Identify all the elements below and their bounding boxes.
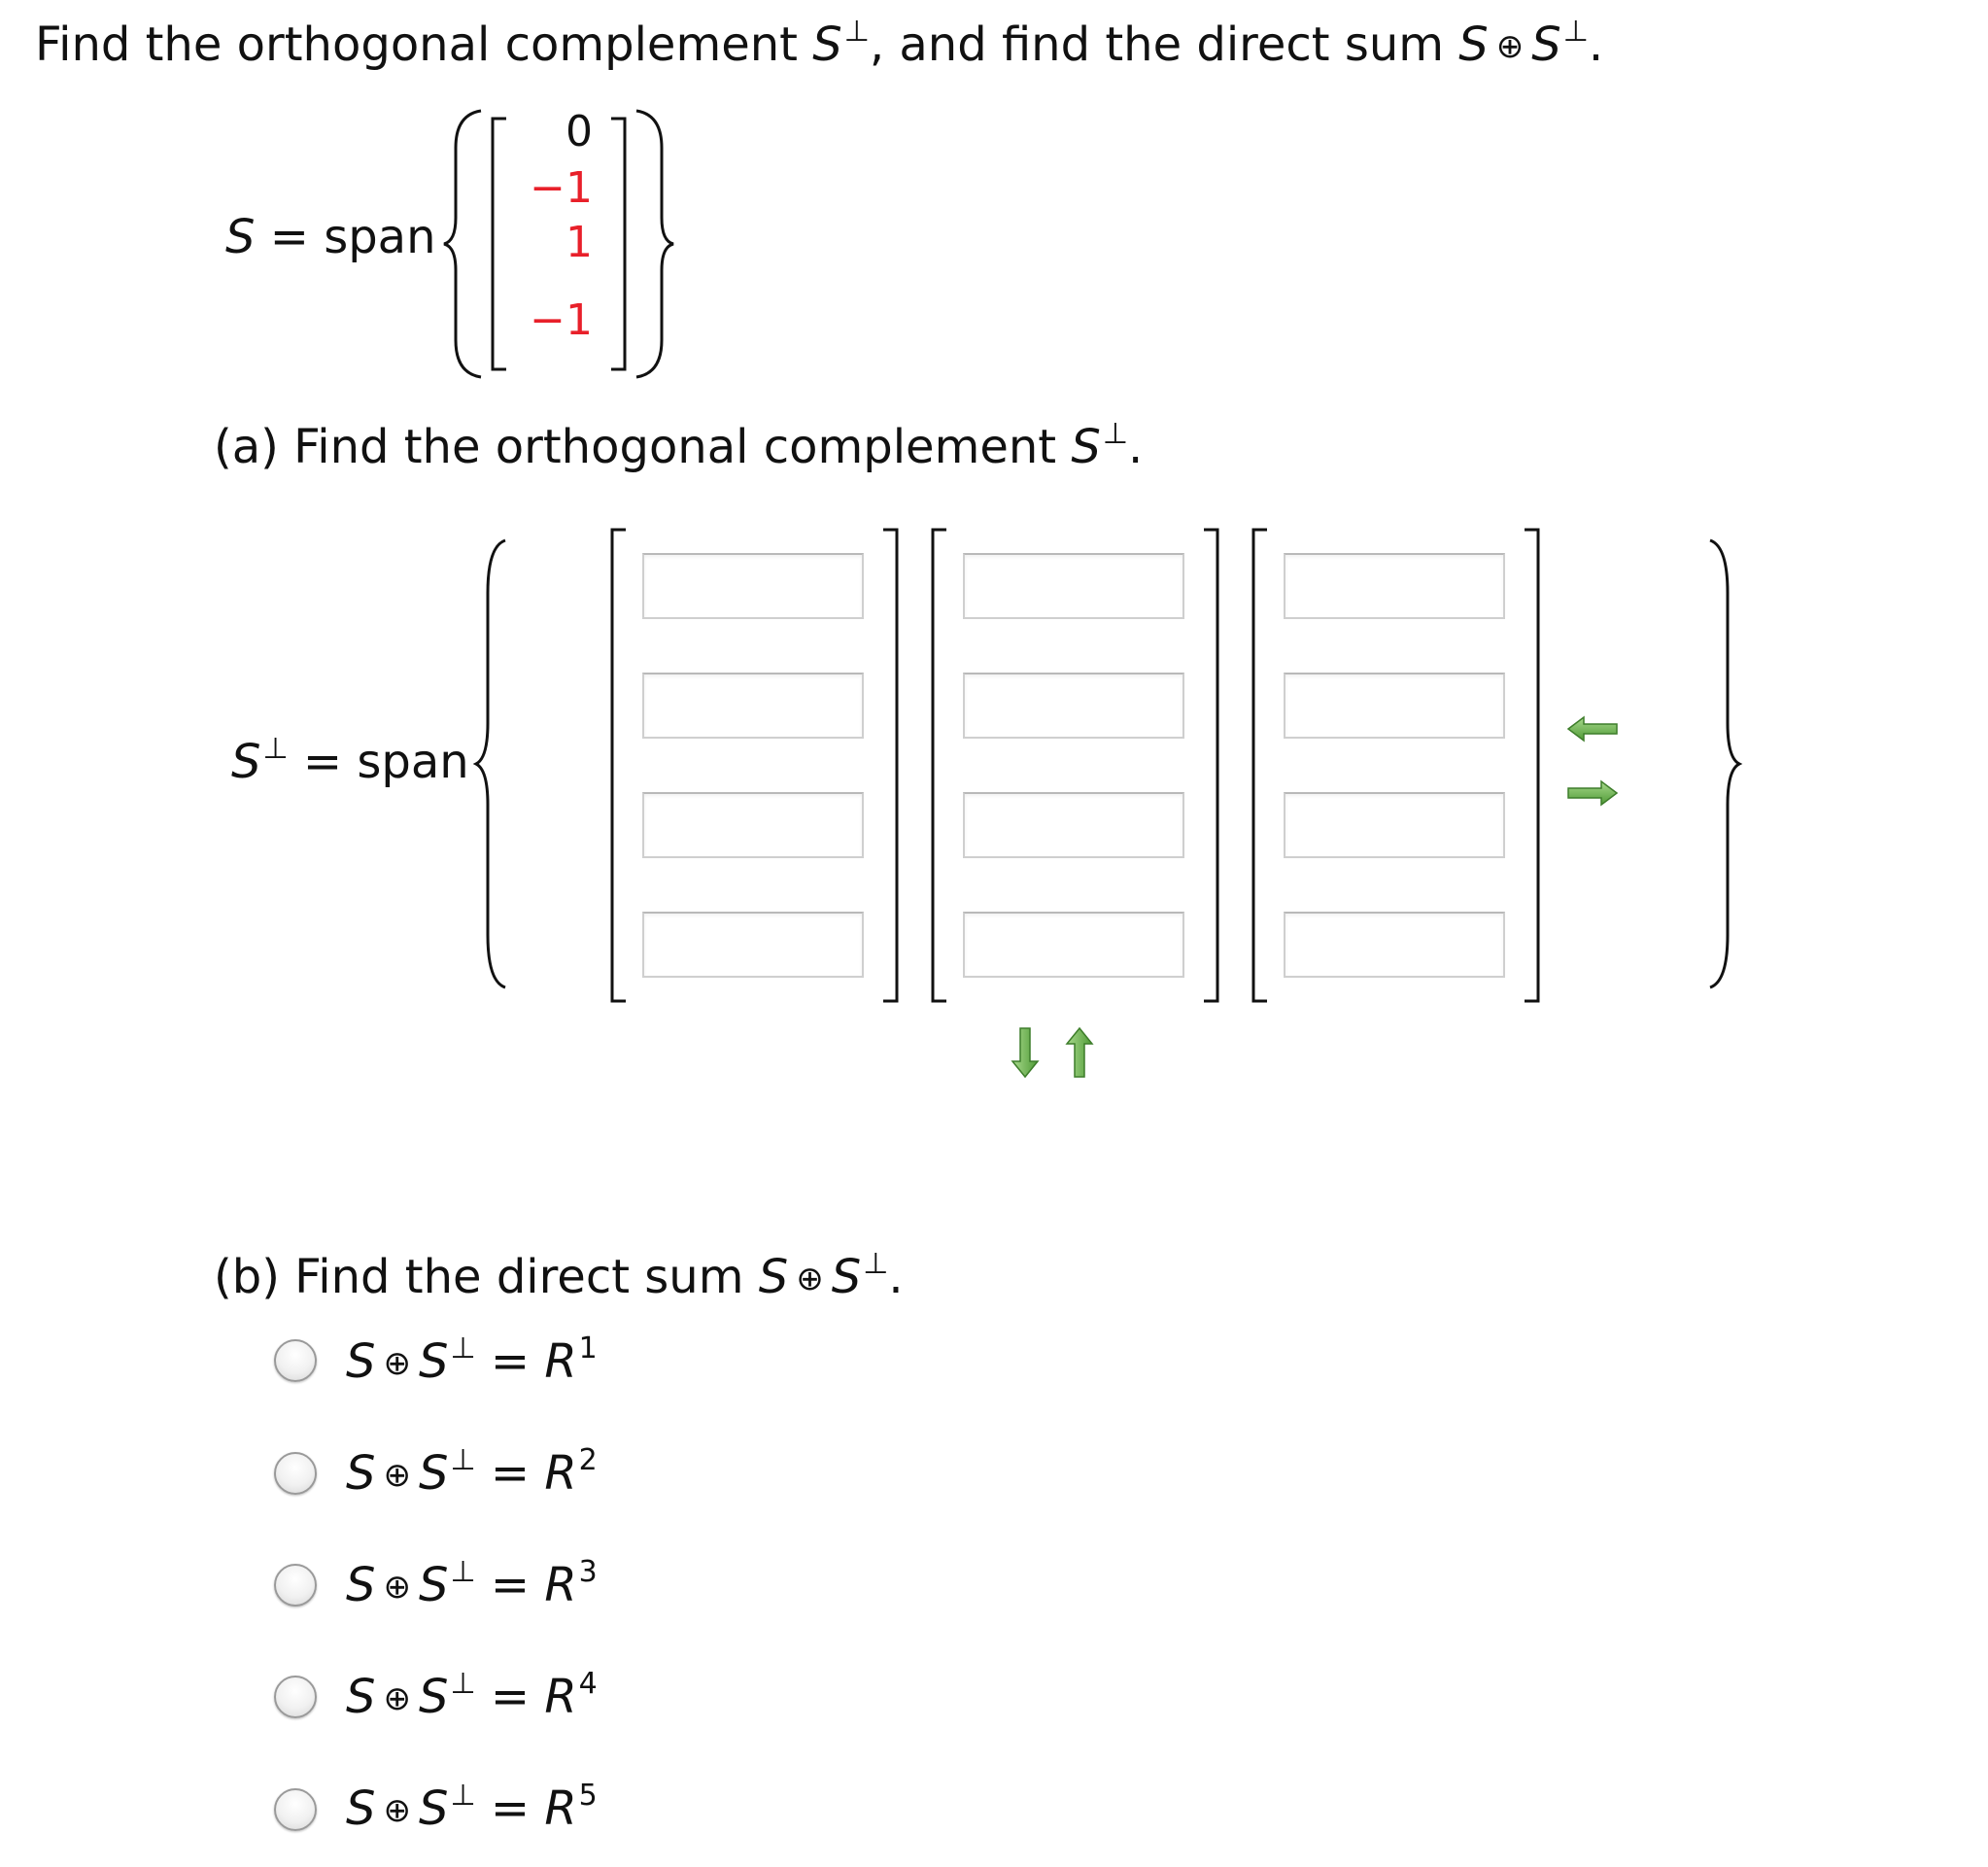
vector-entry: 1	[566, 218, 593, 267]
dimension-exponent: 2	[578, 1443, 598, 1477]
symbol-s: S	[418, 1334, 449, 1389]
radio-button[interactable]	[274, 1339, 317, 1382]
symbol-s: S	[758, 1250, 789, 1304]
vector2-entry4-input[interactable]	[963, 912, 1184, 978]
perp-symbol: ⊥	[450, 1667, 476, 1701]
down-arrow-icon[interactable]	[1011, 1026, 1040, 1079]
dimension-exponent: 3	[578, 1555, 598, 1589]
question-intro: Find the orthogonal complement	[35, 17, 813, 72]
dimension-exponent: 1	[578, 1331, 598, 1366]
equals-span: = span	[255, 210, 436, 264]
vector-entry: −1	[530, 163, 593, 213]
equals-sign: =	[475, 1558, 545, 1612]
symbol-s: S	[1071, 420, 1101, 474]
symbol-s: S	[1458, 17, 1489, 72]
equals-sign: =	[475, 1670, 545, 1724]
vector3-entry2-input[interactable]	[1284, 673, 1505, 739]
perp-symbol: ⊥	[1562, 15, 1589, 49]
equals-span: = span	[288, 735, 469, 789]
up-arrow-icon[interactable]	[1065, 1026, 1094, 1079]
symbol-s: S	[346, 1334, 376, 1389]
radio-button[interactable]	[274, 1564, 317, 1607]
vector1-entry3-input[interactable]	[642, 792, 864, 858]
symbol-r: R	[544, 1670, 577, 1724]
vector2-entry2-input[interactable]	[963, 673, 1184, 739]
radio-button[interactable]	[274, 1676, 317, 1718]
oplus-symbol: ⊕	[383, 1679, 411, 1718]
radio-button[interactable]	[274, 1452, 317, 1495]
vector3-entry1-input[interactable]	[1284, 553, 1505, 619]
oplus-symbol: ⊕	[383, 1344, 411, 1383]
symbol-r: R	[544, 1558, 577, 1612]
col1-right-bracket	[883, 530, 897, 1001]
perp-symbol: ⊥	[450, 1555, 476, 1589]
option-label[interactable]	[346, 1667, 598, 1724]
big-left-brace	[476, 540, 505, 987]
question-period: .	[1588, 17, 1604, 72]
perp-symbol: ⊥	[1102, 417, 1128, 451]
symbol-r: R	[544, 1334, 577, 1389]
symbol-s: S	[418, 1446, 449, 1501]
symbol-s: S	[225, 210, 256, 264]
vector2-entry1-input[interactable]	[963, 553, 1184, 619]
oplus-symbol: ⊕	[383, 1568, 411, 1607]
option-label[interactable]	[346, 1443, 598, 1501]
question-middle: , and find the direct sum	[869, 17, 1459, 72]
symbol-s: S	[418, 1558, 449, 1612]
part-b-period: .	[888, 1250, 904, 1304]
radio-button[interactable]	[274, 1788, 317, 1831]
symbol-r: R	[544, 1781, 577, 1836]
vector-entry: −1	[530, 295, 593, 345]
col1-left-bracket	[612, 530, 626, 1001]
col2-right-bracket	[1204, 530, 1217, 1001]
part-a-period: .	[1127, 420, 1144, 474]
symbol-s: S	[346, 1446, 376, 1501]
symbol-s: S	[418, 1670, 449, 1724]
perp-symbol: ⊥	[450, 1331, 476, 1366]
perp-symbol: ⊥	[262, 732, 289, 766]
perp-symbol: ⊥	[843, 15, 870, 49]
symbol-s: S	[346, 1558, 376, 1612]
part-b-label	[214, 1247, 904, 1304]
equals-sign: =	[475, 1446, 545, 1501]
col2-left-bracket	[933, 530, 946, 1001]
equals-sign: =	[475, 1781, 545, 1836]
symbol-s: S	[346, 1781, 376, 1836]
perp-symbol: ⊥	[450, 1443, 476, 1477]
vector1-entry1-input[interactable]	[642, 553, 864, 619]
oplus-symbol: ⊕	[1495, 27, 1525, 66]
oplus-symbol: ⊕	[383, 1456, 411, 1495]
part-a-text: (a) Find the orthogonal complement	[214, 420, 1072, 474]
symbol-s: S	[231, 735, 261, 789]
symbol-s: S	[418, 1781, 449, 1836]
symbol-s: S	[831, 1250, 862, 1304]
symbol-s: S	[1531, 17, 1561, 72]
dimension-exponent: 4	[578, 1667, 598, 1701]
vector2-entry3-input[interactable]	[963, 792, 1184, 858]
oplus-symbol: ⊕	[796, 1260, 824, 1298]
vector-entry: 0	[566, 107, 593, 156]
vector1-entry4-input[interactable]	[642, 912, 864, 978]
option-label[interactable]	[346, 1779, 598, 1836]
perp-symbol: ⊥	[863, 1247, 889, 1281]
vector3-entry4-input[interactable]	[1284, 912, 1505, 978]
right-arrow-icon[interactable]	[1566, 779, 1619, 807]
vector1-entry2-input[interactable]	[642, 673, 864, 739]
col3-left-bracket	[1253, 530, 1267, 1001]
vector3-entry3-input[interactable]	[1284, 792, 1505, 858]
option-label[interactable]	[346, 1331, 598, 1389]
symbol-r: R	[544, 1446, 577, 1501]
symbol-s: S	[812, 17, 842, 72]
big-right-brace	[1710, 540, 1739, 987]
option-label[interactable]	[346, 1555, 598, 1612]
equals-sign: =	[475, 1334, 545, 1389]
part-b-text: (b) Find the direct sum	[214, 1250, 759, 1304]
oplus-symbol: ⊕	[383, 1791, 411, 1830]
symbol-s: S	[346, 1670, 376, 1724]
left-arrow-icon[interactable]	[1566, 715, 1619, 743]
col3-right-bracket	[1525, 530, 1538, 1001]
dimension-exponent: 5	[578, 1779, 598, 1813]
perp-symbol: ⊥	[450, 1779, 476, 1813]
